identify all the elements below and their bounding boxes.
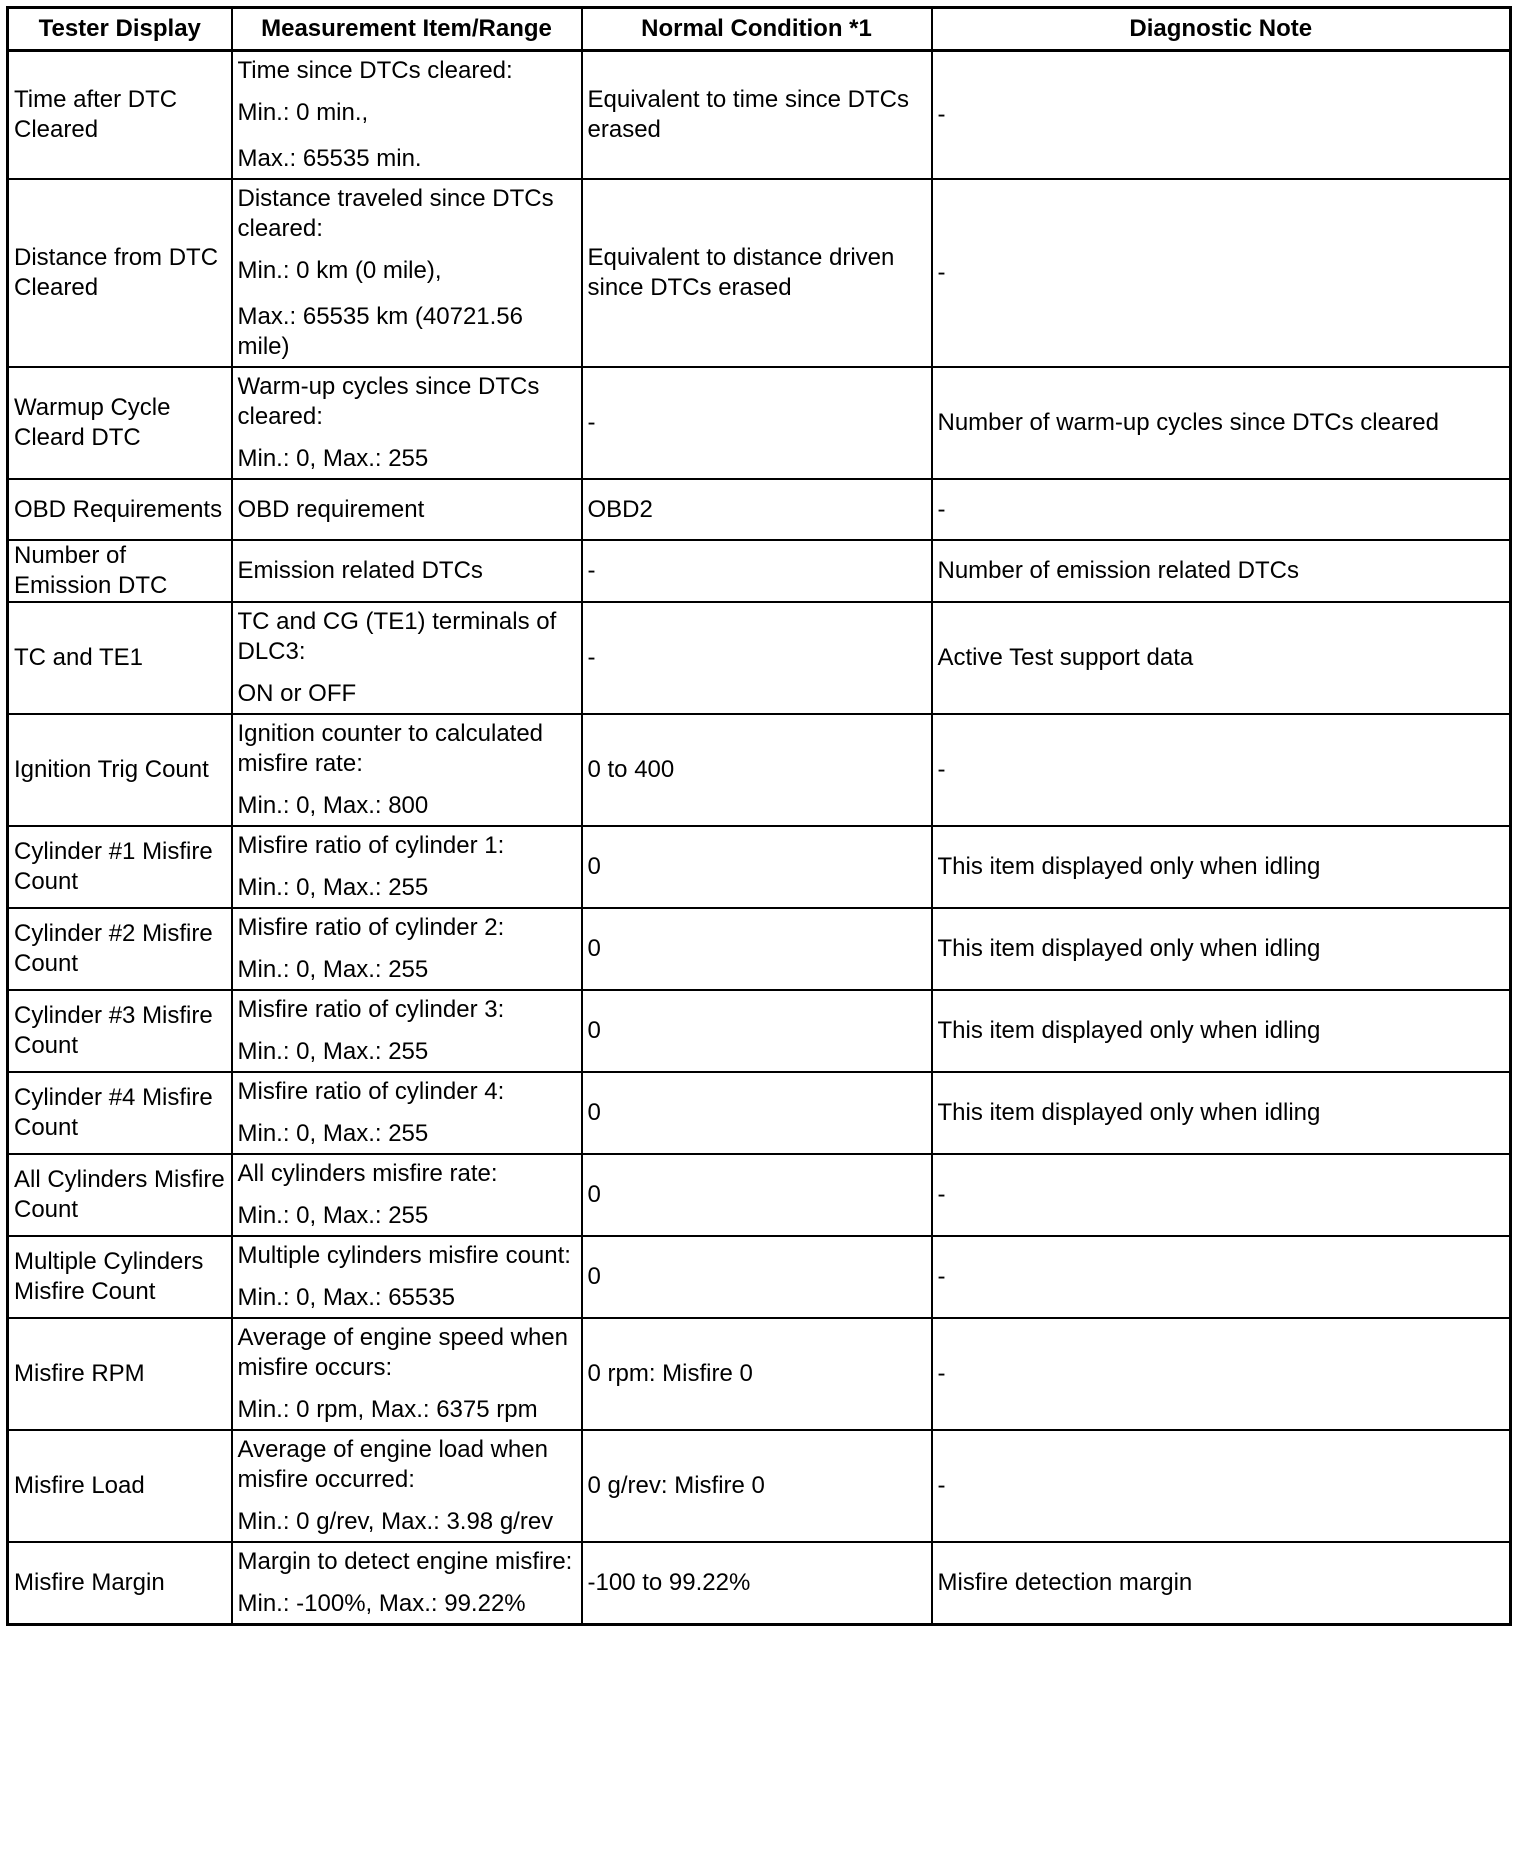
cell-normal-condition: 0 — [582, 1072, 932, 1154]
cell-tester-display: OBD Requirements — [8, 479, 232, 540]
cell-tester-display: Distance from DTC Cleared — [8, 179, 232, 367]
range-description: Ignition counter to calculated misfire rate: — [237, 720, 544, 777]
cell-measurement-range — [232, 602, 582, 714]
header-measurement-range: Measurement Item/Range — [232, 8, 582, 51]
cell-measurement-range — [232, 179, 582, 367]
table-body — [8, 51, 1511, 1625]
range-description: Distance traveled since DTCs cleared: — [237, 185, 554, 242]
cell-tester-display: Misfire RPM — [8, 1318, 232, 1430]
range-limits: Min.: 0, Max.: 255 — [237, 1202, 429, 1229]
cell-normal-condition: - — [582, 540, 932, 602]
cell-measurement-range — [232, 540, 582, 602]
range-description: TC and CG (TE1) terminals of DLC3: — [237, 608, 557, 665]
header-row — [8, 8, 1511, 51]
range-description: Multiple cylinders misfire count: — [237, 1242, 571, 1269]
cell-normal-condition: - — [582, 367, 932, 479]
cell-diagnostic-note: - — [932, 1236, 1511, 1318]
header-normal-condition: Normal Condition *1 — [582, 8, 932, 51]
cell-tester-display: Misfire Load — [8, 1430, 232, 1542]
range-limits: Min.: 0 rpm, Max.: 6375 rpm — [237, 1396, 538, 1423]
cell-normal-condition: OBD2 — [582, 479, 932, 540]
cell-normal-condition: Equivalent to time since DTCs erased — [582, 51, 932, 180]
header-diagnostic-note: Diagnostic Note — [932, 8, 1511, 51]
cell-tester-display: Cylinder #3 Misfire Count — [8, 990, 232, 1072]
data-list-table — [6, 6, 1512, 1626]
table-row — [8, 51, 1511, 180]
table-row — [8, 1318, 1511, 1430]
header-tester-display: Tester Display — [8, 8, 232, 51]
cell-measurement-range — [232, 1430, 582, 1542]
cell-normal-condition: - — [582, 602, 932, 714]
cell-diagnostic-note: This item displayed only when idling — [932, 908, 1511, 990]
table-row — [8, 990, 1511, 1072]
cell-normal-condition: Equivalent to distance driven since DTCs erased — [582, 179, 932, 367]
cell-tester-display: TC and TE1 — [8, 602, 232, 714]
cell-tester-display: All Cylinders Misfire Count — [8, 1154, 232, 1236]
cell-diagnostic-note: Active Test support data — [932, 602, 1511, 714]
cell-diagnostic-note: Misfire detection margin — [932, 1542, 1511, 1625]
range-limits: Min.: 0 min., Max.: 65535 min. — [238, 98, 576, 174]
cell-diagnostic-note: - — [932, 714, 1511, 826]
range-description: Misfire ratio of cylinder 2: — [237, 914, 505, 941]
cell-normal-condition: 0 — [582, 908, 932, 990]
range-description: Average of engine load when misfire occurred: — [237, 1436, 548, 1493]
range-description: Average of engine speed when misfire occurs: — [237, 1324, 568, 1381]
cell-measurement-range — [232, 1154, 582, 1236]
cell-tester-display: Number of Emission DTC — [8, 540, 232, 602]
cell-tester-display: Multiple Cylinders Misfire Count — [8, 1236, 232, 1318]
cell-measurement-range — [232, 1236, 582, 1318]
cell-normal-condition: 0 — [582, 826, 932, 908]
table-row — [8, 540, 1511, 602]
cell-normal-condition: 0 — [582, 990, 932, 1072]
range-description: Misfire ratio of cylinder 4: — [237, 1078, 505, 1105]
cell-tester-display: Cylinder #2 Misfire Count — [8, 908, 232, 990]
cell-diagnostic-note: Number of warm-up cycles since DTCs cleared — [932, 367, 1511, 479]
cell-tester-display: Cylinder #1 Misfire Count — [8, 826, 232, 908]
cell-diagnostic-note: - — [932, 1430, 1511, 1542]
table-row — [8, 479, 1511, 540]
cell-measurement-range — [232, 479, 582, 540]
cell-measurement-range — [232, 908, 582, 990]
range-description: Warm-up cycles since DTCs cleared: — [237, 373, 540, 430]
table-row — [8, 714, 1511, 826]
cell-diagnostic-note: - — [932, 51, 1511, 180]
range-limits: Min.: 0, Max.: 255 — [237, 1038, 429, 1065]
range-limits: Min.: 0, Max.: 255 — [237, 1120, 429, 1147]
line-gap — [238, 128, 576, 144]
cell-normal-condition: 0 to 400 — [582, 714, 932, 826]
range-limits: Min.: 0 g/rev, Max.: 3.98 g/rev — [237, 1508, 554, 1535]
range-description: Emission related DTCs — [237, 557, 483, 584]
cell-normal-condition: 0 g/rev: Misfire 0 — [582, 1430, 932, 1542]
cell-diagnostic-note: - — [932, 1154, 1511, 1236]
cell-tester-display: Ignition Trig Count — [8, 714, 232, 826]
range-description: Margin to detect engine misfire: — [237, 1548, 573, 1575]
cell-tester-display: Cylinder #4 Misfire Count — [8, 1072, 232, 1154]
line-gap — [238, 286, 576, 302]
cell-measurement-range — [232, 1542, 582, 1625]
table-row — [8, 1072, 1511, 1154]
cell-tester-display: Time after DTC Cleared — [8, 51, 232, 180]
table-row — [8, 1430, 1511, 1542]
cell-measurement-range — [232, 714, 582, 826]
range-limits: Min.: 0, Max.: 65535 — [237, 1284, 455, 1311]
range-description: Time since DTCs cleared: — [237, 57, 513, 84]
cell-diagnostic-note: Number of emission related DTCs — [932, 540, 1511, 602]
table-row — [8, 602, 1511, 714]
cell-diagnostic-note: This item displayed only when idling — [932, 990, 1511, 1072]
cell-tester-display: Warmup Cycle Cleard DTC — [8, 367, 232, 479]
range-limits: Min.: 0 km (0 mile), Max.: 65535 km (40721.56 mile) — [238, 256, 576, 362]
range-description: OBD requirement — [237, 495, 425, 523]
table-row — [8, 908, 1511, 990]
cell-diagnostic-note: - — [932, 479, 1511, 540]
range-limits: Min.: 0, Max.: 255 — [237, 956, 429, 983]
cell-diagnostic-note: This item displayed only when idling — [932, 1072, 1511, 1154]
cell-measurement-range — [232, 367, 582, 479]
range-limits: Min.: 0, Max.: 255 — [237, 445, 429, 472]
range-description: Misfire ratio of cylinder 1: — [237, 832, 505, 859]
range-description: All cylinders misfire rate: — [237, 1160, 498, 1187]
cell-measurement-range — [232, 826, 582, 908]
cell-measurement-range — [232, 990, 582, 1072]
cell-tester-display: Misfire Margin — [8, 1542, 232, 1625]
range-description: Misfire ratio of cylinder 3: — [237, 996, 505, 1023]
table-row — [8, 1154, 1511, 1236]
table-row — [8, 826, 1511, 908]
cell-measurement-range — [232, 1318, 582, 1430]
cell-normal-condition: 0 — [582, 1154, 932, 1236]
cell-diagnostic-note: This item displayed only when idling — [932, 826, 1511, 908]
table-row — [8, 1542, 1511, 1625]
cell-normal-condition: -100 to 99.22% — [582, 1542, 932, 1625]
table-row — [8, 1236, 1511, 1318]
cell-measurement-range — [232, 51, 582, 180]
cell-diagnostic-note: - — [932, 1318, 1511, 1430]
cell-diagnostic-note: - — [932, 179, 1511, 367]
cell-measurement-range — [232, 1072, 582, 1154]
data-list-sheet — [6, 6, 1512, 1626]
table-row — [8, 367, 1511, 479]
range-limits: ON or OFF — [237, 680, 357, 707]
range-limits: Min.: -100%, Max.: 99.22% — [237, 1590, 526, 1617]
range-limits: Min.: 0, Max.: 800 — [237, 792, 429, 819]
cell-normal-condition: 0 — [582, 1236, 932, 1318]
range-limits: Min.: 0, Max.: 255 — [237, 874, 429, 901]
cell-normal-condition: 0 rpm: Misfire 0 — [582, 1318, 932, 1430]
table-row — [8, 179, 1511, 367]
